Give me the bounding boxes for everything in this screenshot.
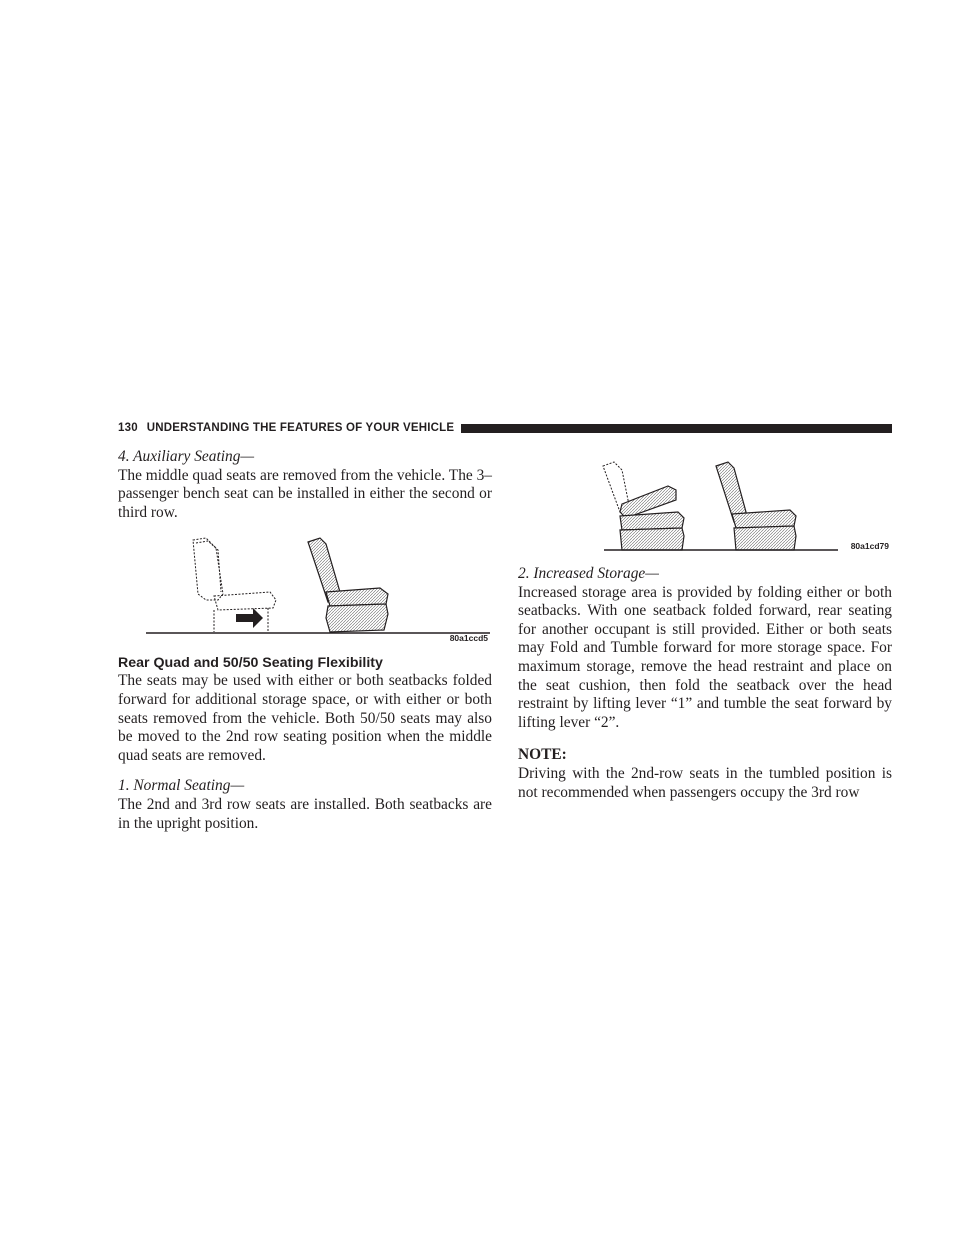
note-body: Driving with the 2nd-row seats in the tumbled position is not recommended when passengers occupy the 3rd row: [518, 764, 892, 801]
figure-code: 80a1ccd5: [449, 632, 488, 643]
right-column: [518, 460, 892, 802]
auxiliary-seating-title: 4. Auxiliary Seating—: [118, 448, 255, 465]
increased-storage-title: 2. Increased Storage—: [518, 565, 659, 582]
upright-seat: [716, 462, 796, 550]
removed-seat-outline: [193, 538, 276, 632]
normal-seating-title: 1. Normal Seating—: [118, 777, 245, 795]
left-column: [118, 448, 492, 833]
figure-code: 80a1cd79: [850, 541, 889, 552]
auxiliary-seating-body: The middle quad seats are removed from the vehicle. The 3– passenger bench seat can be installed in either the second or third row.: [118, 466, 492, 521]
flexibility-heading: Rear Quad and 50/50 Seating Flexibility: [118, 655, 383, 672]
running-header: [118, 419, 892, 437]
seat-illustration-2: [518, 460, 892, 552]
auxiliary-seating-figure: [118, 536, 492, 643]
normal-seating-body: The 2nd and 3rd row seats are installed. Both seatbacks are in the upright position.: [118, 795, 492, 832]
flexibility-body: The seats may be used with either or both seatbacks folded forward for additional storage space, or with either or both seats removed from the vehicle. Both 50/50 seats may also be moved to the 2nd row seating position when the middle quad seats are removed.: [118, 672, 492, 764]
direction-arrow: [236, 608, 263, 628]
folded-seat: [603, 462, 684, 550]
increased-storage-body: Increased storage area is provided by folding either or both seatbacks. With one seatback folded forward, rear seating for another occupant is still provided. Either or both seats may Fold and Tumble forward for more storage space. For maximum storage, remove the head restraint and place on the seat cushion, then fold the seatback over the head restraint by lifting lever “1” and tumble the seat forward by lifting lever “2”.: [518, 583, 892, 731]
note-label: NOTE:: [518, 746, 567, 764]
seat-illustration-1: [118, 536, 492, 640]
bench-seat: [308, 538, 388, 632]
increased-storage-figure: [518, 460, 892, 552]
header-rule: [461, 424, 892, 433]
section-title: UNDERSTANDING THE FEATURES OF YOUR VEHICLE: [146, 422, 455, 434]
page-number: 130: [118, 422, 138, 434]
